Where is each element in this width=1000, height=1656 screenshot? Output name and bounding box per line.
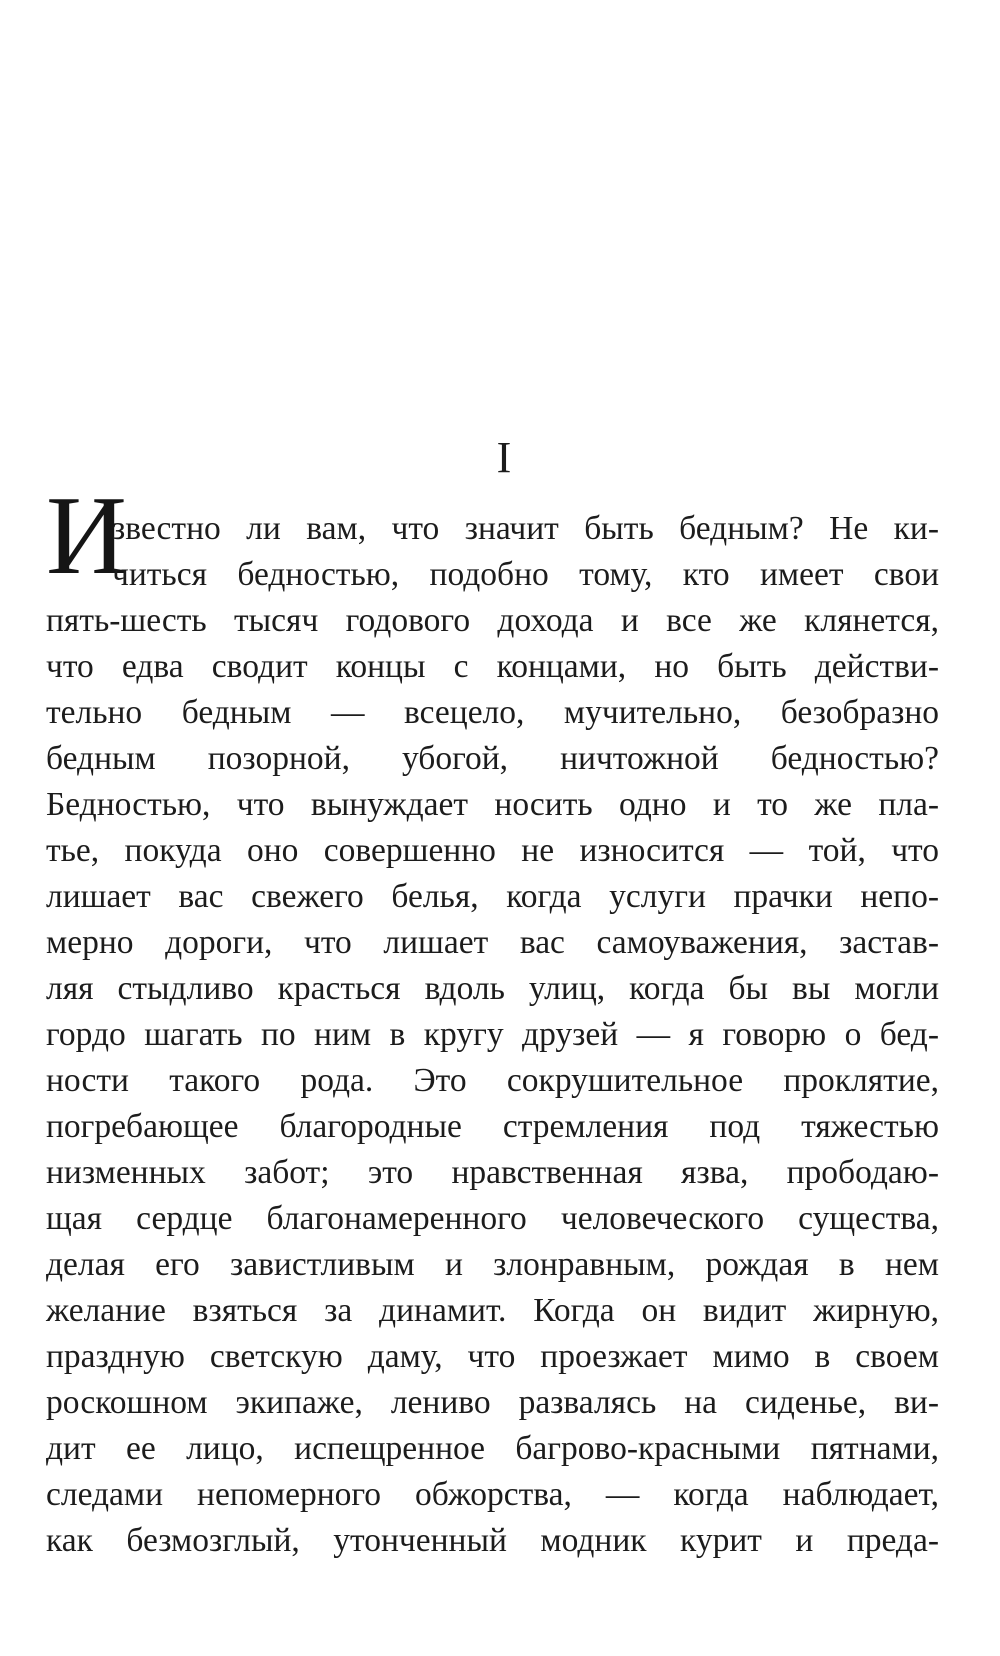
text-line: мерно дороги, что лишает вас самоуважения, застав- [46,924,939,961]
text-line: следами непомерного обжорства, — когда наблюдает, [46,1476,939,1513]
text-line: лишает вас свежего белья, когда услуги прачки непо- [46,878,939,915]
drop-cap-letter: И [46,474,127,598]
text-line: бедным позорной, убогой, ничтожной бедностью? [46,740,939,777]
text-line: ности такого рода. Это сокрушительное проклятие, [46,1062,939,1099]
text-line: праздную светскую даму, что проезжает мимо в своем [46,1338,939,1375]
text-line: ляя стыдливо красться вдоль улиц, когда бы вы могли [46,970,939,1007]
text-line: щая сердце благонамеренного человеческого существа, [46,1200,939,1237]
body-text [46,506,939,1564]
text-line: читься бедностью, подобно тому, кто имеет свои [112,556,939,593]
text-line: тье, покуда оно совершенно не износится — той, что [46,832,939,869]
text-line: пять-шесть тысяч годового дохода и все же клянется, [46,602,939,639]
text-line: погребающее благородные стремления под тяжестью [46,1108,939,1145]
text-line: как безмозглый, утонченный модник курит и преда- [46,1522,939,1559]
text-line: тельно бедным — всецело, мучительно, безобразно [46,694,939,731]
text-line: Бедностью, что вынуждает носить одно и то же пла- [46,786,939,823]
text-line: делая его завистливым и злонравным, рождая в нем [46,1246,939,1283]
chapter-number: I [496,433,512,482]
text-line: гордо шагать по ним в кругу друзей — я говорю о бед- [46,1016,939,1053]
text-line: звестно ли вам, что значит быть бедным? Не ки- [112,510,939,547]
text-line: роскошном экипаже, лениво развалясь на сиденье, ви- [46,1384,939,1421]
text-line: что едва сводит концы с концами, но быть действи- [46,648,939,685]
text-line: низменных забот; это нравственная язва, прободаю- [46,1154,939,1191]
text-line: желание взяться за динамит. Когда он видит жирную, [46,1292,939,1329]
text-line: дит ее лицо, испещренное багрово-красными пятнами, [46,1430,939,1467]
